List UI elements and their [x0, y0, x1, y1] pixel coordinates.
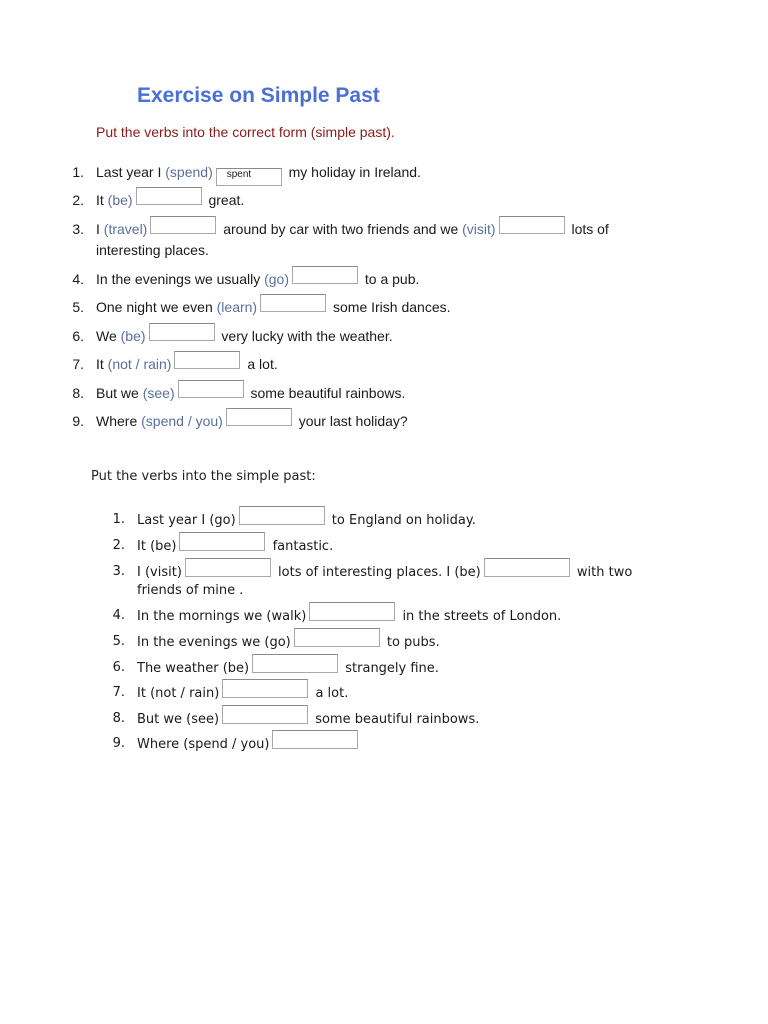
item-text: with two: [572, 565, 633, 580]
answer-input-2-6[interactable]: [252, 654, 338, 673]
verb-hint: (not / rain): [107, 356, 172, 372]
item-text: But we: [96, 385, 143, 401]
answer-input-3b[interactable]: [499, 216, 565, 234]
answer-input-8[interactable]: [178, 380, 244, 398]
item-text: a lot.: [243, 356, 278, 372]
verb-hint: (learn): [216, 299, 258, 315]
answer-input-2-3a[interactable]: [185, 558, 271, 577]
item-number: 5.: [112, 634, 125, 649]
item-text: lots of interesting places. I (be): [273, 565, 481, 580]
answer-input-9[interactable]: [226, 408, 292, 426]
item-number: 7.: [112, 685, 125, 700]
verb-hint: (be): [120, 328, 146, 344]
verb-hint: (be): [107, 192, 133, 208]
item-number: 2.: [112, 538, 125, 553]
exercise1-item-3-continuation: interesting places.: [96, 242, 209, 258]
item-text: Where: [96, 413, 142, 429]
item-number: 3.: [72, 221, 84, 237]
answer-input-2-5[interactable]: [294, 628, 380, 647]
verb-hint: (spend / you): [141, 413, 223, 429]
item-number: 8.: [112, 711, 125, 726]
item-text: a lot.: [311, 686, 349, 701]
item-text: lots of: [567, 221, 609, 237]
item-text: some beautiful rainbows.: [311, 712, 480, 727]
answer-input-2-1[interactable]: [239, 506, 325, 525]
item-text: Where (spend / you): [137, 737, 270, 752]
answer-input-1[interactable]: spent: [216, 168, 282, 186]
answer-input-4[interactable]: [292, 266, 358, 284]
verb-hint: (go): [264, 271, 290, 287]
answer-input-2-8[interactable]: [222, 705, 308, 724]
item-text: It (not / rain): [137, 686, 220, 701]
item-text: some Irish dances.: [329, 299, 451, 315]
answer-input-2[interactable]: [136, 187, 202, 205]
item-text: to England on holiday.: [327, 513, 476, 528]
item-number: 9.: [72, 413, 84, 429]
item-text: But we (see): [137, 712, 220, 727]
item-number: 1.: [112, 512, 125, 527]
item-text: around by car with two friends and we: [219, 221, 463, 237]
item-number: 1.: [72, 164, 84, 180]
page-title: Exercise on Simple Past: [137, 84, 380, 107]
item-number: 7.: [72, 356, 84, 372]
item-text: my holiday in Ireland.: [284, 164, 421, 180]
answer-input-2-3b[interactable]: [484, 558, 570, 577]
exercise1-instruction: Put the verbs into the correct form (simple past).: [96, 124, 395, 140]
answer-input-5[interactable]: [260, 294, 326, 312]
verb-hint: (travel): [103, 221, 148, 237]
item-number: 6.: [72, 328, 84, 344]
item-text: We: [96, 328, 121, 344]
item-number: 4.: [112, 608, 125, 623]
answer-input-7[interactable]: [174, 351, 240, 369]
item-number: 4.: [72, 271, 84, 287]
answer-input-2-9[interactable]: [272, 730, 358, 749]
item-text: I: [96, 221, 104, 237]
item-text: One night we even: [96, 299, 217, 315]
item-text: strangely fine.: [341, 661, 439, 676]
item-text: Last year I: [96, 164, 166, 180]
item-text: In the evenings we usually: [96, 271, 265, 287]
exercise2-item-3-continuation: friends of mine .: [137, 583, 244, 598]
item-text: your last holiday?: [294, 413, 408, 429]
verb-hint: (visit): [462, 221, 496, 237]
answer-input-2-7[interactable]: [222, 679, 308, 698]
item-text: In the evenings we (go): [137, 635, 291, 650]
item-number: 9.: [112, 736, 125, 751]
item-text: in the streets of London.: [398, 609, 562, 624]
item-text: some beautiful rainbows.: [246, 385, 406, 401]
item-text: great.: [204, 192, 245, 208]
item-text: Last year I (go): [137, 513, 236, 528]
item-number: 2.: [72, 192, 84, 208]
answer-input-6[interactable]: [149, 323, 215, 341]
item-text: to pubs.: [382, 635, 440, 650]
verb-hint: (spend): [165, 164, 213, 180]
exercise2-instruction: Put the verbs into the simple past:: [91, 469, 316, 484]
item-text: It (be): [137, 539, 177, 554]
item-number: 8.: [72, 385, 84, 401]
item-text: to a pub.: [361, 271, 420, 287]
item-text: In the mornings we (walk): [137, 609, 307, 624]
item-text: It: [96, 356, 108, 372]
item-text: I (visit): [137, 565, 182, 580]
item-text: The weather (be): [137, 661, 250, 676]
item-number: 6.: [112, 660, 125, 675]
answer-input-2-2[interactable]: [179, 532, 265, 551]
item-number: 5.: [72, 299, 84, 315]
item-text: It: [96, 192, 108, 208]
answer-input-3a[interactable]: [150, 216, 216, 234]
item-text: very lucky with the weather.: [217, 328, 393, 344]
answer-input-2-4[interactable]: [309, 602, 395, 621]
item-number: 3.: [112, 564, 125, 579]
verb-hint: (see): [142, 385, 175, 401]
item-text: fantastic.: [268, 539, 334, 554]
